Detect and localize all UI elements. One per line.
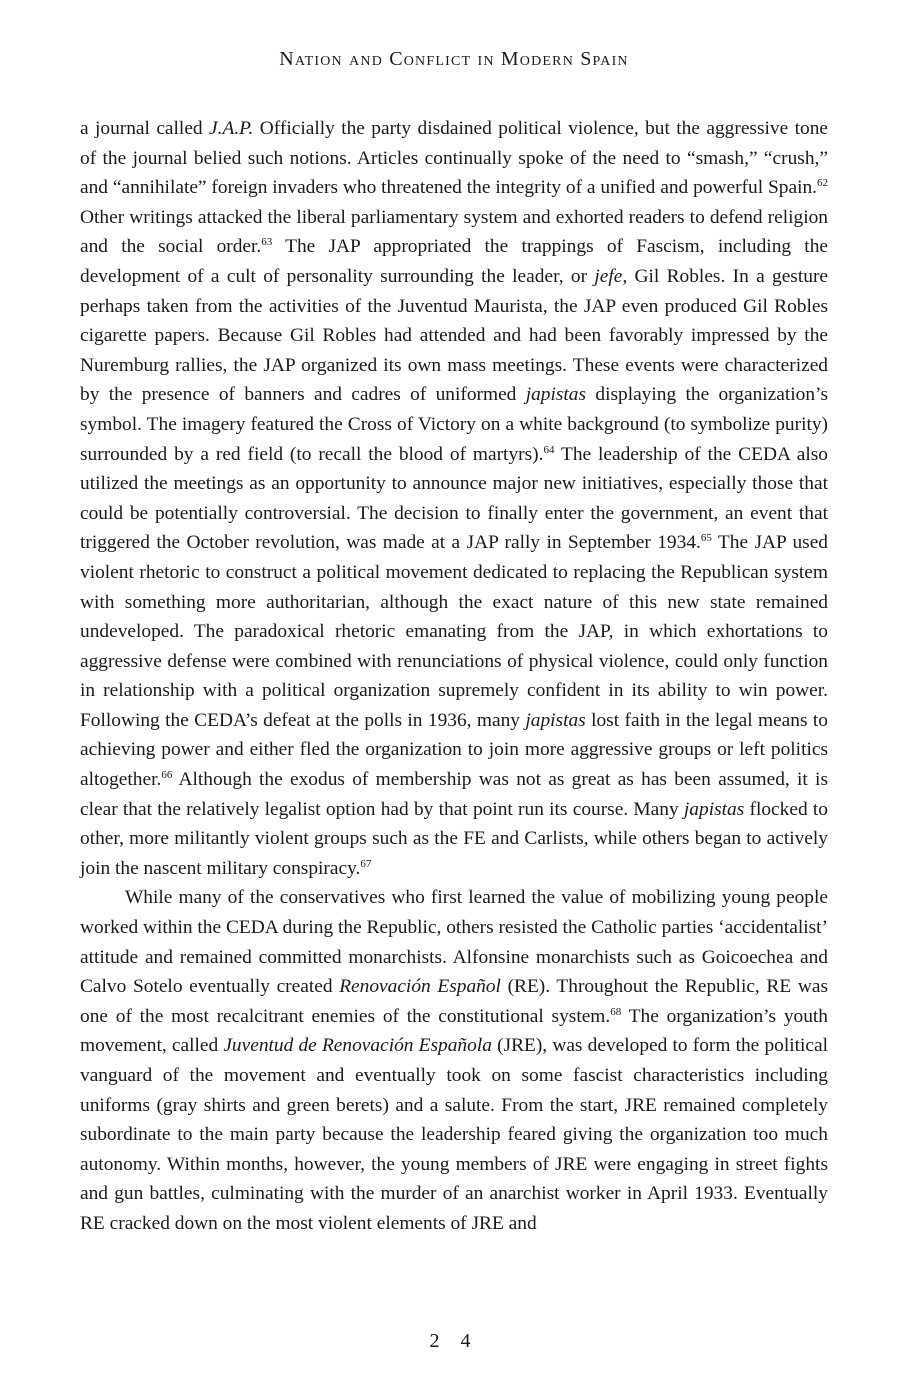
text-run: The leadership of the CEDA also utilized the meetings as an opportunity to announce major new initiatives, especially those that could be potentially controversial. The decision to finally enter the government, an event that triggered the October revolution, was made at a JAP rally in September 1934.	[80, 443, 828, 554]
footnote-ref: 67	[360, 857, 372, 870]
text-run: lost faith in the legal means to achieving power and either fled the organization to join more aggressive groups or left politics altogether.	[80, 709, 828, 791]
paragraph-1	[80, 114, 828, 883]
footnote-ref: 65	[700, 532, 712, 545]
text-run: flocked to other, more militantly violent groups such as the FE and Carlists, while others began to actively join the nascent military conspiracy.	[80, 798, 828, 879]
footnote-ref: 66	[161, 769, 173, 782]
body-text	[80, 114, 828, 1239]
text-run: The organization’s youth movement, called	[80, 1005, 828, 1057]
text-run: The JAP used violent rhetoric to construct a political movement dedicated to replacing the Republican system with something more authoritarian, although the exact nature of this new state remained undeveloped. The paradoxical rhetoric emanating from the JAP, in which exhortations to aggressive defense were combined with renunciations of physical violence, could only function in relationship with a political organization supremely confident in its ability to win power. Following the CEDA’s defeat at the polls in 1936, many	[80, 532, 828, 731]
text-run: Gil Robles. In a gesture perhaps taken from the activities of the Juventud Maurista, the JAP even produced Gil Robles cigarette papers. Because Gil Robles had attended and had been favorably impressed by the Nuremburg rallies, the JAP organized its own mass meetings. These events were characterized by the presence of banners and cadres of uniformed	[80, 265, 829, 406]
italic-text: japistas	[683, 798, 745, 820]
italic-text: Renovación Español	[339, 976, 501, 998]
italic-text: jefe,	[594, 265, 628, 287]
text-run: The JAP appropriated the trappings of Fascism, including the development of a cult of personality surrounding the leader, or	[80, 236, 828, 287]
page-number: 2 4	[429, 1330, 479, 1352]
italic-text: J.A.P.	[209, 118, 254, 139]
text-run: Other writings attacked the liberal parliamentary system and exhorted readers to defend religion and the social order.	[80, 206, 828, 258]
running-head: Nation and Conflict in Modern Spain	[279, 48, 629, 70]
italic-text: Juventud de Renovación Española	[223, 1035, 492, 1057]
text-run: (JRE), was developed to form the political vanguard of the movement and eventually took on some fascist characteristics including uniforms (gray shirts and green berets) and a salute. From the start, JRE remained completely subordinate to the main party because the leadership feared giving the organization too much autonomy. Within months, however, the young members of JRE were engaging in street fights and gun battles, culminating with the murder of an anarchist worker in April 1933. Eventually RE cracked down on the most violent elements of JRE and	[80, 1035, 828, 1234]
footnote-ref: 63	[261, 236, 273, 249]
italic-text: japistas	[525, 384, 587, 406]
footnote-ref: 64	[543, 443, 555, 456]
footnote-ref: 62	[817, 177, 828, 190]
text-run: a journal called	[80, 118, 210, 139]
footnote-ref: 68	[610, 1005, 622, 1018]
paragraph-2	[80, 883, 828, 1238]
text-run: While many of the conservatives who first learned the value of mobilizing young people worked within the CEDA during the Republic, others resisted the Catholic parties ‘accidentalist’ attitude and remained committed monarchists. Alfonsine monarchists such as Goicoechea and Calvo Sotelo eventually created	[80, 887, 828, 998]
text-run: displaying the organization’s symbol. The imagery featured the Cross of Victory on a white background (to symbolize purity) surrounded by a red field (to recall the blood of martyrs).	[80, 384, 828, 465]
text-run: Although the exodus of membership was not as great as has been assumed, it is clear that the relatively legalist option had by that point run its course. Many	[80, 769, 828, 820]
text-run: (RE). Throughout the Republic, RE was one of the most recalcitrant enemies of the constitutional system.	[80, 976, 829, 1027]
italic-text: japistas	[525, 709, 586, 731]
text-run: Officially the party disdained political violence, but the aggressive tone of the journal belied such notions. Articles continually spoke of the need to “smash,” “crush,” and “annihilate” foreign invaders who threatened the integrity of a unified and powerful Spain.	[80, 118, 829, 199]
